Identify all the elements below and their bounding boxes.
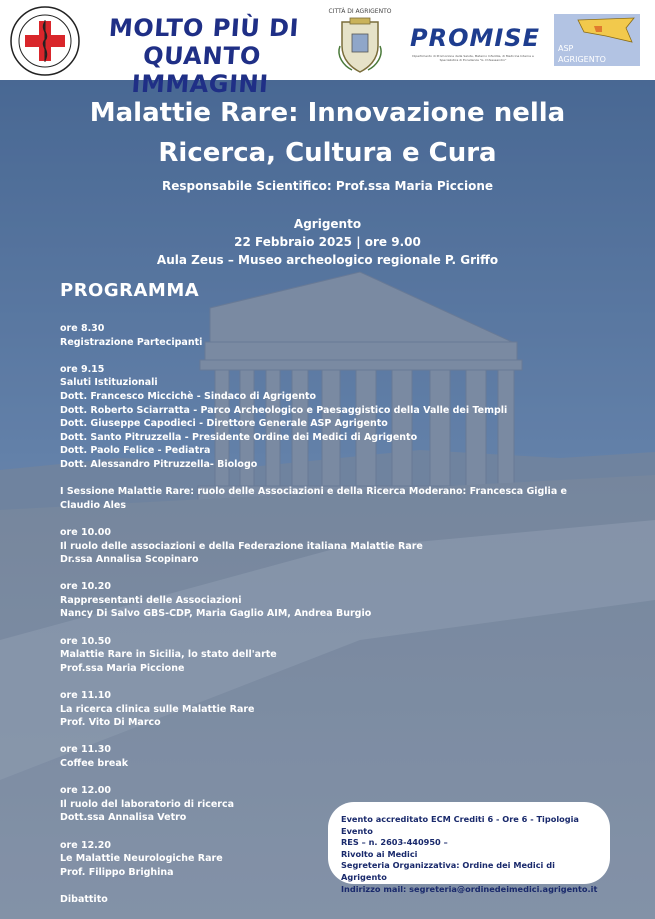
program-speaker: Dott. Roberto Sciarratta - Parco Archeologico e Paesaggistico della Valle dei Templi [60, 404, 508, 416]
asp-logo [554, 14, 640, 66]
event-title-line-2: Ricerca, Cultura e Cura [158, 138, 497, 168]
program-time: ore 12.20 [60, 839, 112, 851]
program-item: Rappresentanti delle Associazioni [60, 594, 242, 606]
logo-header [0, 0, 655, 98]
program-time: ore 10.00 [60, 526, 112, 538]
program-item: Il ruolo delle associazioni e della Federazione italiana Malattie Rare [60, 540, 423, 552]
promise-subtitle: Dipartimento di Promozione della Salute, Materno Infantile, di Medicina Interna e Specialistica di Eccellenza "G. D'Alessandro" [412, 54, 534, 62]
city-crest [328, 8, 392, 74]
program-speaker: Dott. Giuseppe Capodieci - Direttore Generale ASP Agrigento [60, 418, 388, 430]
scientific-director: Responsabile Scientifico: Prof.ssa Maria Piccione [161, 179, 494, 193]
sicily-map-icon [576, 16, 638, 46]
program-time: ore 11.30 [60, 744, 112, 756]
program-item: Coffee break [60, 758, 129, 769]
ecm-secretariat: Segreteria Organizzativa: Ordine dei Medici di Agrigento [341, 860, 555, 882]
program-time: ore 11.10 [60, 690, 112, 702]
program-speaker: Dott. Alessandro Pitruzzella- Biologo [60, 458, 258, 470]
event-datetime: 22 Febbraio 2025 | ore 9.00 [234, 235, 421, 249]
program-item: Saluti Istituzionali [60, 377, 158, 389]
ecm-email[interactable]: Indirizzo mail: segreteria@ordinedeimedici.agrigento.it [341, 883, 598, 894]
ecm-credits: Evento accreditato ECM Crediti 6 - Ore 6 - Tipologia Evento [341, 814, 579, 836]
slogan-line-2: QUANTO IMMAGINI [130, 42, 270, 98]
ecm-res-number: RES – n. 2603-440950 – [341, 837, 448, 848]
event-title [60, 93, 595, 173]
ecm-info-box [328, 802, 610, 894]
program-speaker: Dr.ssa Annalisa Scopinaro [60, 554, 199, 566]
program-speaker: Prof. Vito Di Marco [60, 717, 161, 729]
program-time: ore 10.50 [60, 635, 112, 647]
ecm-audience: Rivolto ai Medici [341, 848, 418, 859]
program-time: ore 9.15 [60, 363, 105, 375]
event-title-line-1: Malattie Rare: Innovazione nella [89, 98, 566, 128]
slogan-line-1: MOLTO PIÙ DI [107, 14, 300, 42]
program-item: Registrazione Partecipanti [60, 336, 203, 348]
program-item: Dibattito [60, 893, 108, 905]
program-speaker: Nancy Di Salvo GBS-CDP, Maria Gaglio AIM, Andrea Burgio [60, 608, 372, 620]
program-speaker: Prof.ssa Maria Piccione [60, 662, 185, 674]
promise-logo [410, 24, 540, 64]
program-time: ore 12.00 [60, 785, 112, 797]
program-session: I Sessione Malattie Rare: ruolo delle Associazioni e della Ricerca Moderano: Francesca Giglia e Claudio Ales [60, 486, 567, 511]
program-speaker: Dott.ssa Annalisa Vetro [60, 812, 187, 824]
promise-logo-icon: PROMISE [410, 24, 540, 52]
slogan [89, 14, 315, 98]
city-crest-icon [336, 16, 384, 74]
program-item: La ricerca clinica sulle Malattie Rare [60, 703, 255, 715]
program-speaker: Dott. Santo Pitruzzella - Presidente Ordine dei Medici di Agrigento [60, 431, 418, 443]
program-item: Le Malattie Neurologiche Rare [60, 853, 223, 865]
city-crest-label: CITTÀ DI AGRIGENTO [328, 8, 392, 15]
programma-heading: PROGRAMMA [60, 280, 200, 301]
program-speaker: Dott. Paolo Felice - Pediatra [60, 445, 211, 457]
omceo-logo-icon [10, 6, 80, 76]
event-info [60, 215, 595, 269]
event-city: Agrigento [293, 217, 362, 231]
asp-city-label: AGRIGENTO [558, 55, 606, 64]
program-item: Il ruolo del laboratorio di ricerca [60, 798, 235, 810]
program-speaker: Prof. Filippo Brighina [60, 866, 174, 878]
program-speaker: Dott. Francesco Miccichè - Sindaco di Agrigento [60, 390, 317, 402]
program-time: ore 8.30 [60, 323, 105, 334]
asp-label: ASP [558, 44, 574, 53]
program-time: ore 10.20 [60, 581, 112, 593]
ecm-info-text [341, 814, 603, 895]
program-item: Malattie Rare in Sicilia, lo stato dell'arte [60, 649, 277, 661]
event-venue: Aula Zeus – Museo archeologico regionale P. Griffo [156, 253, 499, 267]
